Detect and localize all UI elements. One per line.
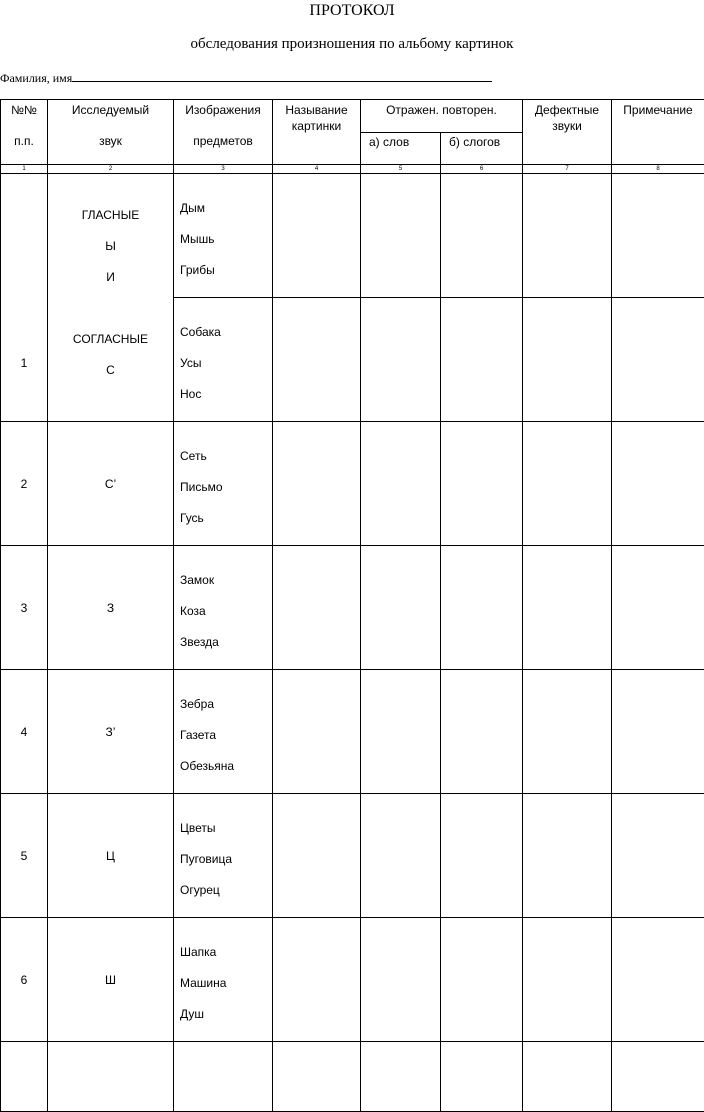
defective-cell[interactable] <box>523 794 612 918</box>
header-repeat-words: а) слов <box>361 133 441 165</box>
header-num-line2: п.п. <box>1 133 47 149</box>
empty-cell[interactable] <box>174 1042 273 1112</box>
repeat-words-cell[interactable] <box>361 794 441 918</box>
repeat-syllables-cell[interactable] <box>441 174 523 298</box>
name-label: Фамилия, имя <box>0 71 72 85</box>
words-cell <box>174 670 273 794</box>
row-number: 4 <box>1 670 48 794</box>
header-repeat-label: Отражен. повторен. <box>361 100 522 118</box>
sound-cell: Ц <box>48 794 174 918</box>
notes-cell[interactable] <box>612 546 704 670</box>
column-number: 3 <box>174 165 273 174</box>
word-item: Замок <box>180 565 272 596</box>
notes-cell[interactable] <box>612 918 704 1042</box>
word-item: Дым <box>180 193 272 224</box>
name-field-line <box>0 70 492 86</box>
column-number: 1 <box>1 165 48 174</box>
vowel-sound: И <box>48 262 173 293</box>
header-images-line1: Изображения <box>174 100 272 118</box>
sound-cell: З <box>48 546 174 670</box>
document-title: ПРОТОКОЛ <box>0 2 704 20</box>
naming-cell[interactable] <box>273 174 361 298</box>
naming-cell[interactable] <box>273 298 361 422</box>
word-item: Шапка <box>180 937 272 968</box>
header-defective-label: Дефектные звуки <box>523 100 611 134</box>
header-naming <box>273 100 361 165</box>
word-item: Душ <box>180 999 272 1030</box>
row-number: 2 <box>1 422 48 546</box>
word-item: Коза <box>180 596 272 627</box>
repeat-words-cell[interactable] <box>361 422 441 546</box>
naming-cell[interactable] <box>273 422 361 546</box>
document-subtitle: обследования произношения по альбому картинок <box>0 36 704 53</box>
table-row-vowels <box>1 174 704 298</box>
words-cell <box>174 794 273 918</box>
notes-cell[interactable] <box>612 670 704 794</box>
defective-cell[interactable] <box>523 174 612 298</box>
naming-cell[interactable] <box>273 794 361 918</box>
table-row <box>1 422 704 546</box>
defective-cell[interactable] <box>523 670 612 794</box>
repeat-words-cell[interactable] <box>361 174 441 298</box>
repeat-syllables-cell[interactable] <box>441 546 523 670</box>
defective-cell[interactable] <box>523 546 612 670</box>
word-item: Гусь <box>180 503 272 534</box>
word-item: Усы <box>180 348 272 379</box>
column-number: 5 <box>361 165 441 174</box>
repeat-words-cell[interactable] <box>361 546 441 670</box>
word-item: Цветы <box>180 813 272 844</box>
header-sound-line1: Исследуемый <box>48 100 173 118</box>
header-repeat-syllables: б) слогов <box>441 133 523 165</box>
repeat-syllables-cell[interactable] <box>441 1042 523 1112</box>
notes-cell[interactable] <box>612 794 704 918</box>
sound-cell: Ш <box>48 918 174 1042</box>
column-number: 6 <box>441 165 523 174</box>
consonant-sound: С <box>48 355 173 386</box>
table-row <box>1 670 704 794</box>
table-row <box>1 794 704 918</box>
sound-cell-vowels-and-1 <box>48 174 174 422</box>
word-item: Сеть <box>180 441 272 472</box>
words-cell <box>174 422 273 546</box>
word-item: Грибы <box>180 255 272 286</box>
empty-cell[interactable] <box>1 1042 48 1112</box>
vowels-group-label: ГЛАСНЫЕ <box>48 200 173 231</box>
header-sound <box>48 100 174 165</box>
repeat-words-cell[interactable] <box>361 670 441 794</box>
header-repeat <box>361 100 523 133</box>
notes-cell[interactable] <box>612 174 704 298</box>
header-num <box>1 100 48 165</box>
word-item: Обезьяна <box>180 751 272 782</box>
naming-cell[interactable] <box>273 1042 361 1112</box>
word-item: Нос <box>180 379 272 410</box>
defective-cell[interactable] <box>523 918 612 1042</box>
row-number <box>1 174 48 422</box>
empty-cell[interactable] <box>48 1042 174 1112</box>
notes-cell[interactable] <box>612 422 704 546</box>
word-item: Зебра <box>180 689 272 720</box>
column-number: 2 <box>48 165 174 174</box>
word-item: Мышь <box>180 224 272 255</box>
word-item: Машина <box>180 968 272 999</box>
header-defective <box>523 100 612 165</box>
repeat-syllables-cell[interactable] <box>441 670 523 794</box>
repeat-words-cell[interactable] <box>361 918 441 1042</box>
words-cell <box>174 298 273 422</box>
word-item: Огурец <box>180 875 272 906</box>
naming-cell[interactable] <box>273 670 361 794</box>
sound-cell: З’ <box>48 670 174 794</box>
sound-cell: С’ <box>48 422 174 546</box>
header-images-line2: предметов <box>174 133 272 149</box>
header-images <box>174 100 273 165</box>
repeat-syllables-cell[interactable] <box>441 794 523 918</box>
row-number: 5 <box>1 794 48 918</box>
column-number-row <box>1 165 704 174</box>
repeat-words-cell[interactable] <box>361 1042 441 1112</box>
word-item: Звезда <box>180 627 272 658</box>
row-number: 3 <box>1 546 48 670</box>
header-sound-line2: звук <box>48 133 173 149</box>
column-number: 7 <box>523 165 612 174</box>
naming-cell[interactable] <box>273 918 361 1042</box>
defective-cell[interactable] <box>523 298 612 422</box>
words-cell <box>174 918 273 1042</box>
word-item: Газета <box>180 720 272 751</box>
defective-cell[interactable] <box>523 1042 612 1112</box>
column-number: 4 <box>273 165 361 174</box>
word-item: Пуговица <box>180 844 272 875</box>
column-number: 8 <box>612 165 704 174</box>
row-number: 6 <box>1 918 48 1042</box>
header-notes-label: Примечание <box>612 100 704 118</box>
vowel-sound: Ы <box>48 231 173 262</box>
header-num-line1: №№ <box>1 100 47 118</box>
consonants-group-label: СОГЛАСНЫЕ <box>48 324 173 355</box>
table-row <box>1 546 704 670</box>
notes-cell[interactable] <box>612 1042 704 1112</box>
notes-cell[interactable] <box>612 298 704 422</box>
name-blank[interactable] <box>72 70 492 82</box>
repeat-syllables-cell[interactable] <box>441 422 523 546</box>
defective-cell[interactable] <box>523 422 612 546</box>
table-row-empty <box>1 1042 704 1112</box>
table-row <box>1 918 704 1042</box>
repeat-syllables-cell[interactable] <box>441 298 523 422</box>
row-number-text: 1 <box>1 356 47 370</box>
repeat-words-cell[interactable] <box>361 298 441 422</box>
words-cell <box>174 546 273 670</box>
header-naming-label: Называние картинки <box>273 100 360 134</box>
header-row <box>1 100 704 133</box>
word-item: Письмо <box>180 472 272 503</box>
naming-cell[interactable] <box>273 546 361 670</box>
header-notes <box>612 100 704 165</box>
word-item: Собака <box>180 317 272 348</box>
protocol-table <box>0 99 704 1112</box>
repeat-syllables-cell[interactable] <box>441 918 523 1042</box>
words-cell-vowels <box>174 174 273 298</box>
